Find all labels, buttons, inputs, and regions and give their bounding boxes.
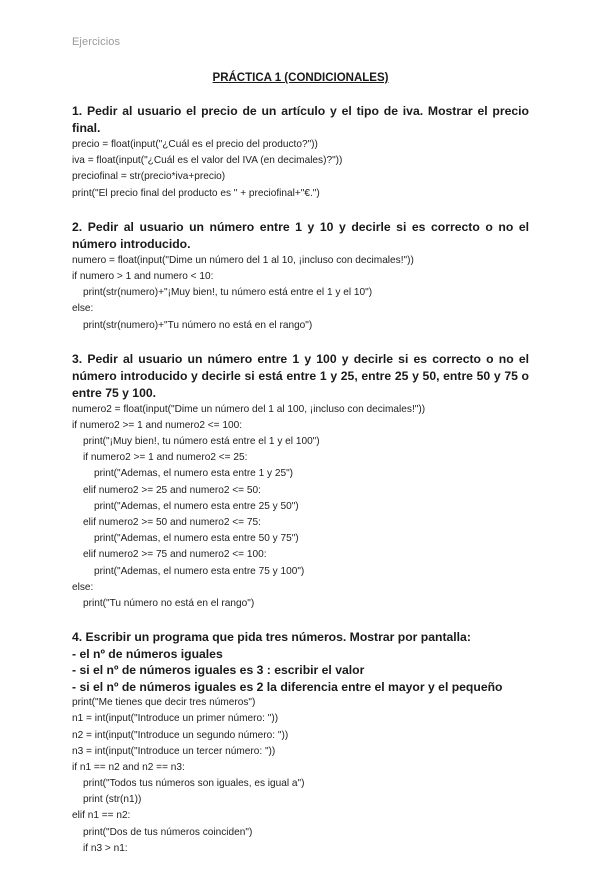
- document-header-label: Ejercicios: [72, 36, 121, 48]
- document-title: PRÁCTICA 1 (CONDICIONALES): [212, 72, 389, 84]
- exercise-2: [72, 219, 529, 334]
- code-line: if numero > 1 and numero < 10:: [72, 270, 214, 282]
- code-line: if n1 == n2 and n2 == n3:: [72, 761, 185, 773]
- code-line: preciofinal = str(precio*iva+precio): [72, 171, 226, 183]
- code-line: if numero2 >= 1 and numero2 <= 25:: [83, 452, 248, 464]
- code-line: if n3 > n1:: [83, 842, 128, 854]
- exercise-3: [72, 351, 529, 612]
- code-line: print("Ademas, el numero esta entre 1 y 25"): [94, 468, 294, 480]
- code-line: elif n1 == n2:: [72, 810, 131, 822]
- code-block: [72, 695, 529, 857]
- code-line: n3 = int(input("Introduce un tercer número: ")): [72, 745, 276, 757]
- code-line: print("El precio final del producto es " + preciofinal+"€."): [72, 187, 320, 199]
- code-line: elif numero2 >= 75 and numero2 <= 100:: [83, 549, 267, 561]
- code-line: print("Ademas, el numero esta entre 25 y 50"): [94, 500, 299, 512]
- code-line: print(str(numero)+"Tu número no está en el rango"): [83, 319, 313, 331]
- exercise-heading: 1. Pedir al usuario el precio de un artículo y el tipo de iva. Mostrar el precio final.: [72, 104, 529, 135]
- code-line: else:: [72, 581, 94, 593]
- exercise-heading: 3. Pedir al usuario un número entre 1 y 100 y decirle si es correcto o no el número introducido y decirle si está entre 1 y 25, entre 25 y 50, entre 50 y 75 o entre 75 y 100.: [72, 351, 529, 400]
- code-line: precio = float(input("¿Cuál es el precio del producto?")): [72, 139, 318, 150]
- code-line: print(str(numero)+"¡Muy bien!, tu número está entre el 1 y el 10"): [83, 287, 373, 299]
- code-line: numero = float(input("Dime un número del 1 al 10, ¡incluso con decimales!")): [72, 254, 414, 266]
- code-line: print("Ademas, el numero esta entre 50 y 75"): [94, 533, 299, 545]
- document-page: [72, 70, 529, 874]
- code-line: else:: [72, 303, 94, 315]
- code-block: [72, 402, 529, 612]
- code-line: iva = float(input("¿Cuál es el valor del IVA (en decimales)?")): [72, 155, 343, 167]
- exercise-4: [72, 629, 529, 857]
- code-line: print("Todos tus números son iguales, es igual a"): [83, 778, 305, 790]
- code-line: numero2 = float(input("Dime un número del 1 al 100, ¡incluso con decimales!")): [72, 403, 426, 415]
- exercise-heading: 4. Escribir un programa que pida tres números. Mostrar por pantalla:: [72, 630, 471, 645]
- code-block: [72, 253, 529, 334]
- code-line: n1 = int(input("Introduce un primer número: ")): [72, 713, 279, 725]
- exercise-heading: 2. Pedir al usuario un número entre 1 y 10 y decirle si es correcto o no el número introducido.: [72, 219, 529, 251]
- code-line: print (str(n1)): [83, 794, 142, 806]
- exercise-heading-bullet: - el nº de números iguales: [72, 646, 223, 661]
- code-line: n2 = int(input("Introduce un segundo número: ")): [72, 729, 289, 741]
- exercise-1: [72, 103, 529, 202]
- code-line: print("¡Muy bien!, tu número está entre el 1 y el 100"): [83, 436, 320, 448]
- code-line: print("Dos de tus números coinciden"): [83, 826, 253, 838]
- code-line: elif numero2 >= 25 and numero2 <= 50:: [83, 484, 261, 496]
- code-line: print("Tu número no está en el rango"): [83, 597, 255, 609]
- code-line: print("Me tienes que decir tres números"): [72, 697, 256, 709]
- code-line: if numero2 >= 1 and numero2 <= 100:: [72, 419, 243, 431]
- code-block: [72, 137, 529, 202]
- exercise-heading-bullet: - si el nº de números iguales es 3 : escribir el valor: [72, 663, 365, 678]
- exercise-heading-bullet: - si el nº de números iguales es 2 la diferencia entre el mayor y el pequeño: [72, 679, 503, 694]
- code-line: elif numero2 >= 50 and numero2 <= 75:: [83, 517, 261, 528]
- code-line: print("Ademas, el numero esta entre 75 y 100"): [94, 565, 305, 577]
